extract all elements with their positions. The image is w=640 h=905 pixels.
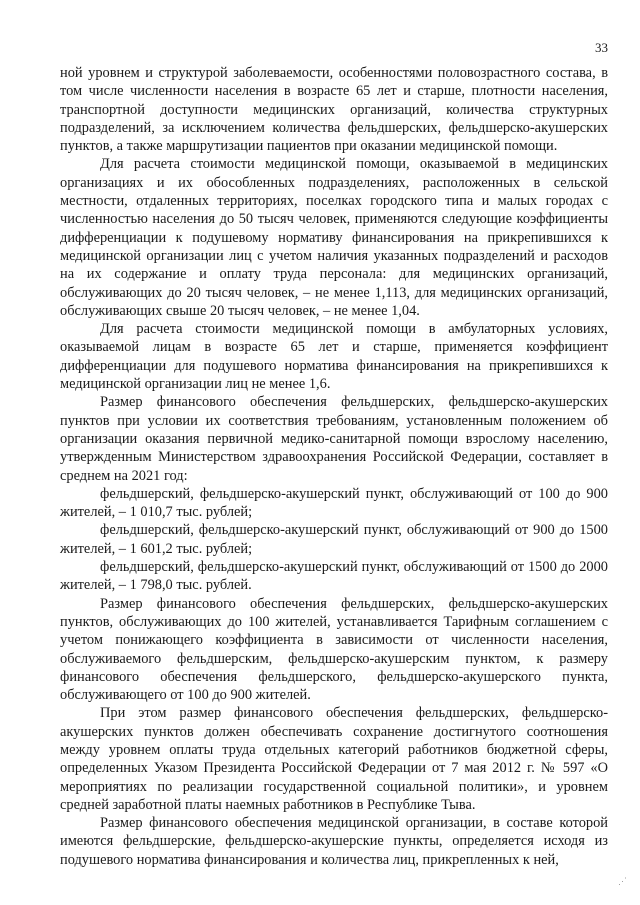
- list-item: фельдшерский, фельдшерско-акушерский пункт, обслуживающий от 100 до 900 жителей, – 1 010,7 тыс. рублей;: [60, 485, 608, 521]
- scan-artifact-icon: ⋰: [618, 876, 627, 886]
- list-item: фельдшерский, фельдшерско-акушерский пункт, обслуживающий от 900 до 1500 жителей, – 1 601,2 тыс. рублей;: [60, 522, 608, 557]
- paragraph: Для расчета стоимости медицинской помощи, оказываемой в медицинских организациях и их обособленных подразделениях, расположенных в сельской местности, отдаленных территориях, поселках городского типа и малых городах с численностью населения до 50 тысяч человек, применяются следующие коэффициенты дифференциации к подушевому нормативу финансирования на прикрепившихся к медицинской организации лиц с учетом наличия указанных подразделений и расходов на их содержание и оплату труда персонала: для медицинских организаций, обслуживающих до 20 тысяч человек, – не менее 1,113, для медицинских организаций, обслуживающих свыше 20 тысяч человек, – не менее 1,04.: [60, 156, 608, 319]
- paragraph: ной уровнем и структурой заболеваемости, особенностями половозрастного состава, в том числе численности населения в возрасте 65 лет и старше, плотности населения, транспортной доступности медицинских организаций, количества структурных подразделений, за исключением количества фельдшерских, фельдшерско-акушерских пунктов, а также маршрутизации пациентов при оказании медицинской помощи.: [60, 65, 608, 155]
- document-body: [60, 64, 608, 869]
- paragraph: Размер финансового обеспечения фельдшерских, фельдшерско-акушерских пунктов, обслуживающих до 100 жителей, устанавливается Тарифным соглашением с учетом понижающего коэффициента в зависимости от численности населения, обслуживаемого фельдшерским, фельдшерско-акушерским пунктом, к размеру финансового обеспечения фельдшерского, фельдшерско-акушерского пункта, обслуживающего от 100 до 900 жителей.: [60, 595, 608, 704]
- paragraph: Размер финансового обеспечения медицинской организации, в составе которой имеются фельдшерские, фельдшерско-акушерские пункты, определяется исходя из подушевого норматива финансирования и количества лиц, прикрепленных к ней,: [60, 815, 608, 868]
- list-item: фельдшерский, фельдшерско-акушерский пункт, обслуживающий от 1500 до 2000 жителей, – 1 798,0 тыс. рублей.: [60, 559, 608, 594]
- paragraph: При этом размер финансового обеспечения фельдшерских, фельдшерско-акушерских пунктов должен обеспечивать сохранение достигнутого соотношения между уровнем оплаты труда отдельных категорий работников бюджетной сферы, определенных Указом Президента Российской Федерации от 7 мая 2012 г. № 597 «О мероприятиях по реализации государственной социальной политики», и уровнем средней заработной платы наемных работников в Республике Тыва.: [60, 705, 608, 813]
- page-number: 33: [595, 40, 608, 55]
- paragraph: Для расчета стоимости медицинской помощи в амбулаторных условиях, оказываемой лицам в возрасте 65 лет и старше, применяется коэффициент дифференциации для подушевого норматива финансирования на прикрепившихся к медицинской организации лиц не менее 1,6.: [60, 321, 608, 393]
- paragraph: Размер финансового обеспечения фельдшерских, фельдшерско-акушерских пунктов при условии их соответствия требованиям, установленным положением об организации оказания первичной медико-санитарной помощи взрослому населению, утвержденным Министерством здравоохранения Российской Федерации, составляет в среднем на 2021 год:: [60, 394, 608, 484]
